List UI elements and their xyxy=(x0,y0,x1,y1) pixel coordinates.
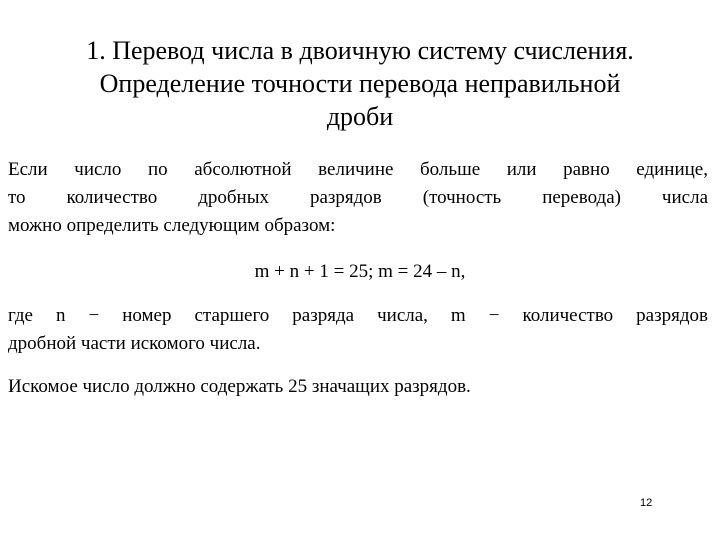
title-line: Определение точности перевода неправильной xyxy=(99,69,621,98)
slide-title xyxy=(0,34,720,133)
paragraph-definitions xyxy=(8,302,708,358)
paragraph-line: то количество дробных разрядов (точность перевода) числа xyxy=(8,187,708,208)
paragraph-conclusion: Искомое число должно содержать 25 значащих разрядов. xyxy=(8,376,471,397)
title-line: 1. Перевод числа в двоичную систему счисления. xyxy=(86,36,634,65)
paragraph-line: дробной части искомого числа. xyxy=(8,333,261,354)
page-number: 12 xyxy=(640,497,653,509)
title-line: дроби xyxy=(326,102,394,131)
paragraph-line: где n − номер старшего разряда числа, m − количество разрядов xyxy=(8,305,708,326)
paragraph-line: Если число по абсолютной величине больше или равно единице, xyxy=(8,159,708,180)
paragraph-line: можно определить следующим образом: xyxy=(8,215,336,236)
paragraph-intro xyxy=(8,156,708,240)
formula: m + n + 1 = 25; m = 24 – n, xyxy=(254,261,466,282)
